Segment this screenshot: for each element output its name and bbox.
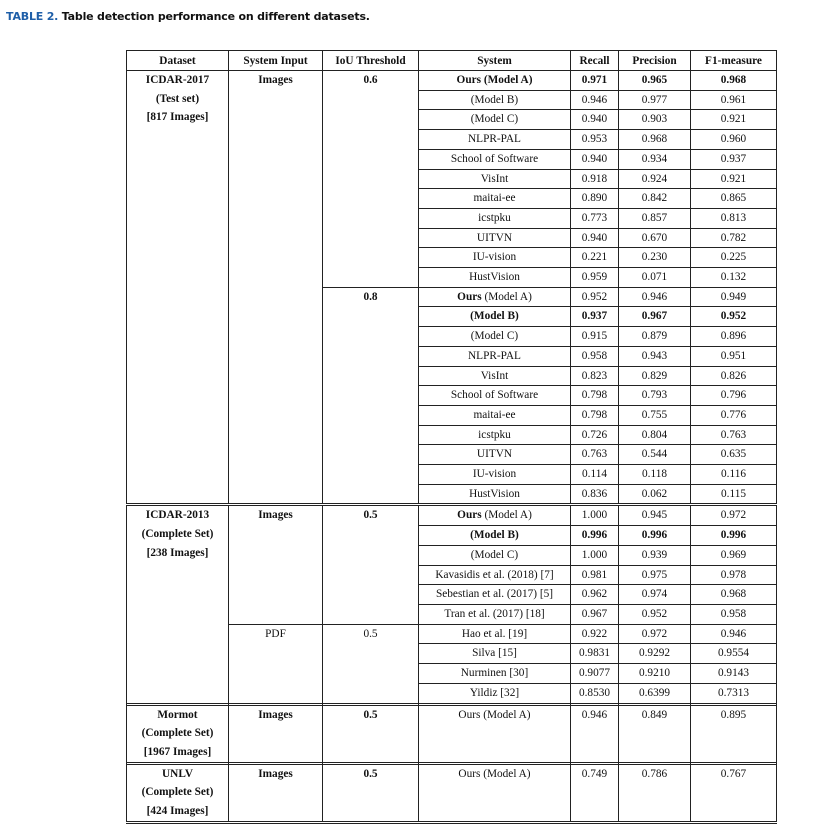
system-name: (Model B) (470, 93, 519, 106)
system-name-bold: Ours (457, 290, 482, 303)
system-cell (419, 287, 571, 307)
precision-cell: 0.903 (619, 110, 691, 130)
header-system-input: System Input (229, 51, 323, 71)
recall-cell: 0.971 (571, 71, 619, 91)
caption-label: TABLE 2. (6, 10, 59, 23)
system-cell (419, 526, 571, 546)
system-name: NLPR-PAL (468, 133, 521, 146)
system-name: (Model A) (481, 509, 532, 522)
recall-cell: 0.798 (571, 405, 619, 425)
recall-cell: 0.953 (571, 130, 619, 150)
dataset-cell (127, 763, 229, 822)
system-cell (419, 484, 571, 505)
recall-cell: 1.000 (571, 505, 619, 526)
system-name-bold: (Model B) (470, 529, 519, 542)
recall-cell: 0.922 (571, 624, 619, 644)
recall-cell: 0.9077 (571, 664, 619, 684)
system-name: Sebestian et al. (2017) [5] (435, 588, 553, 601)
dataset-cell (127, 505, 229, 704)
precision-cell: 0.974 (619, 585, 691, 605)
precision-cell: 0.9292 (619, 644, 691, 664)
system-input-cell: Images (229, 71, 323, 505)
system-cell (419, 545, 571, 565)
precision-cell: 0.996 (619, 526, 691, 546)
recall-cell: 0.959 (571, 268, 619, 288)
precision-cell: 0.9210 (619, 664, 691, 684)
header-iou-threshold: IoU Threshold (323, 51, 419, 71)
precision-cell: 0.945 (619, 505, 691, 526)
f1-cell: 0.826 (691, 366, 777, 386)
system-input-cell: Images (229, 505, 323, 624)
f1-cell: 0.921 (691, 169, 777, 189)
iou-cell: 0.8 (323, 287, 419, 505)
system-name: icstpku (478, 428, 511, 441)
recall-cell: 0.763 (571, 445, 619, 465)
recall-cell: 1.000 (571, 545, 619, 565)
f1-cell: 0.895 (691, 704, 777, 763)
dataset-line: Mormot (157, 708, 198, 721)
f1-cell: 0.225 (691, 248, 777, 268)
system-cell (419, 505, 571, 526)
table-caption (6, 10, 370, 23)
precision-cell: 0.939 (619, 545, 691, 565)
f1-cell: 0.960 (691, 130, 777, 150)
header-dataset: Dataset (127, 51, 229, 71)
system-name: Nurminen [30] (460, 667, 529, 680)
system-name: Ours (Model A) (458, 767, 531, 780)
recall-cell: 0.918 (571, 169, 619, 189)
f1-cell: 0.115 (691, 484, 777, 505)
system-cell (419, 664, 571, 684)
system-cell (419, 366, 571, 386)
precision-cell: 0.544 (619, 445, 691, 465)
f1-cell: 0.813 (691, 208, 777, 228)
system-cell (419, 110, 571, 130)
header-precision: Precision (619, 51, 691, 71)
f1-cell: 0.978 (691, 565, 777, 585)
table-body (127, 71, 777, 823)
system-name: HustVision (469, 271, 520, 284)
f1-cell: 0.996 (691, 526, 777, 546)
system-input-cell: Images (229, 704, 323, 763)
system-name-bold: Ours (Model A) (456, 74, 533, 86)
precision-cell: 0.946 (619, 287, 691, 307)
table-row (127, 71, 777, 91)
iou-cell: 0.5 (323, 505, 419, 624)
system-cell (419, 169, 571, 189)
precision-cell: 0.934 (619, 149, 691, 169)
recall-cell: 0.823 (571, 366, 619, 386)
f1-cell: 0.116 (691, 465, 777, 485)
system-cell (419, 644, 571, 664)
dataset-cell (127, 704, 229, 763)
system-cell (419, 386, 571, 406)
precision-cell: 0.804 (619, 425, 691, 445)
system-cell (419, 704, 571, 763)
system-name-bold: Ours (457, 509, 482, 522)
precision-cell: 0.755 (619, 405, 691, 425)
system-name: (Model C) (470, 113, 519, 126)
system-name: Tran et al. (2017) [18] (444, 607, 545, 620)
f1-cell: 0.767 (691, 763, 777, 822)
system-name: NLPR-PAL (468, 349, 521, 362)
f1-cell: 0.951 (691, 346, 777, 366)
dataset-line: [238 Images] (146, 546, 209, 559)
table-row (127, 505, 777, 526)
header-f1: F1-measure (691, 51, 777, 71)
f1-cell: 0.782 (691, 228, 777, 248)
system-cell (419, 624, 571, 644)
f1-cell: 0.952 (691, 307, 777, 327)
precision-cell: 0.879 (619, 327, 691, 347)
f1-cell: 0.946 (691, 624, 777, 644)
recall-cell: 0.940 (571, 110, 619, 130)
system-cell (419, 405, 571, 425)
recall-cell: 0.890 (571, 189, 619, 209)
system-cell (419, 189, 571, 209)
f1-cell: 0.921 (691, 110, 777, 130)
precision-cell: 0.849 (619, 704, 691, 763)
system-cell (419, 585, 571, 605)
system-name: Kavasidis et al. (2018) [7] (435, 568, 554, 581)
recall-cell: 0.221 (571, 248, 619, 268)
precision-cell: 0.857 (619, 208, 691, 228)
recall-cell: 0.967 (571, 604, 619, 624)
precision-cell: 0.071 (619, 268, 691, 288)
f1-cell: 0.635 (691, 445, 777, 465)
precision-cell: 0.793 (619, 386, 691, 406)
system-name-bold: (Model B) (470, 310, 519, 323)
system-cell (419, 90, 571, 110)
recall-cell: 0.726 (571, 425, 619, 445)
dataset-line: [1967 Images] (143, 745, 212, 758)
recall-cell: 0.996 (571, 526, 619, 546)
system-name: Ours (Model A) (458, 708, 531, 721)
precision-cell: 0.965 (619, 71, 691, 91)
system-input-cell: Images (229, 763, 323, 822)
precision-cell: 0.829 (619, 366, 691, 386)
precision-cell: 0.118 (619, 465, 691, 485)
system-name: HustVision (469, 487, 520, 500)
f1-cell: 0.776 (691, 405, 777, 425)
precision-cell: 0.977 (619, 90, 691, 110)
system-cell (419, 130, 571, 150)
system-name: School of Software (450, 152, 539, 165)
dataset-line: ICDAR-2017 (145, 74, 210, 86)
f1-cell: 0.9143 (691, 664, 777, 684)
precision-cell: 0.975 (619, 565, 691, 585)
f1-cell: 0.937 (691, 149, 777, 169)
recall-cell: 0.749 (571, 763, 619, 822)
iou-cell: 0.5 (323, 624, 419, 704)
header-row (127, 51, 777, 71)
system-name: maitai-ee (473, 192, 516, 205)
system-cell (419, 268, 571, 288)
system-input-cell: PDF (229, 624, 323, 704)
f1-cell: 0.968 (691, 585, 777, 605)
system-name: School of Software (450, 389, 539, 402)
header-system: System (419, 51, 571, 71)
system-cell (419, 565, 571, 585)
system-name: UITVN (476, 231, 513, 244)
dataset-line: (Test set) (155, 92, 200, 105)
recall-cell: 0.962 (571, 585, 619, 605)
iou-cell: 0.5 (323, 763, 419, 822)
system-cell (419, 327, 571, 347)
f1-cell: 0.9554 (691, 644, 777, 664)
dataset-line: ICDAR-2013 (145, 509, 210, 522)
system-name: Hao et al. [19] (461, 627, 528, 640)
system-cell (419, 71, 571, 91)
precision-cell: 0.967 (619, 307, 691, 327)
f1-cell: 0.972 (691, 505, 777, 526)
precision-cell: 0.968 (619, 130, 691, 150)
f1-cell: 0.7313 (691, 683, 777, 704)
dataset-line: [817 Images] (146, 111, 209, 124)
f1-cell: 0.969 (691, 545, 777, 565)
recall-cell: 0.940 (571, 228, 619, 248)
header-recall: Recall (571, 51, 619, 71)
system-name: (Model C) (470, 330, 519, 343)
system-name: UITVN (476, 448, 513, 461)
system-name: IU-vision (472, 468, 517, 481)
recall-cell: 0.836 (571, 484, 619, 505)
recall-cell: 0.940 (571, 149, 619, 169)
system-name: VisInt (480, 172, 509, 185)
dataset-line: (Complete Set) (141, 727, 214, 740)
recall-cell: 0.915 (571, 327, 619, 347)
system-cell (419, 228, 571, 248)
system-cell (419, 465, 571, 485)
system-name: (Model A) (481, 290, 532, 303)
recall-cell: 0.8530 (571, 683, 619, 704)
precision-cell: 0.972 (619, 624, 691, 644)
precision-cell: 0.670 (619, 228, 691, 248)
f1-cell: 0.896 (691, 327, 777, 347)
recall-cell: 0.773 (571, 208, 619, 228)
system-name: IU-vision (472, 251, 517, 264)
f1-cell: 0.958 (691, 604, 777, 624)
f1-cell: 0.763 (691, 425, 777, 445)
recall-cell: 0.798 (571, 386, 619, 406)
iou-cell: 0.6 (323, 71, 419, 288)
precision-cell: 0.924 (619, 169, 691, 189)
precision-cell: 0.786 (619, 763, 691, 822)
f1-cell: 0.865 (691, 189, 777, 209)
precision-cell: 0.062 (619, 484, 691, 505)
system-name: VisInt (480, 369, 509, 382)
f1-cell: 0.949 (691, 287, 777, 307)
f1-cell: 0.961 (691, 90, 777, 110)
recall-cell: 0.946 (571, 704, 619, 763)
recall-cell: 0.114 (571, 465, 619, 485)
system-cell (419, 425, 571, 445)
system-cell (419, 763, 571, 822)
recall-cell: 0.981 (571, 565, 619, 585)
system-cell (419, 683, 571, 704)
iou-cell: 0.5 (323, 704, 419, 763)
system-name: Yildiz [32] (469, 686, 520, 699)
recall-cell: 0.946 (571, 90, 619, 110)
precision-cell: 0.943 (619, 346, 691, 366)
precision-cell: 0.230 (619, 248, 691, 268)
system-cell (419, 604, 571, 624)
results-table (126, 50, 777, 824)
system-cell (419, 346, 571, 366)
recall-cell: 0.937 (571, 307, 619, 327)
dataset-cell (127, 71, 229, 505)
f1-cell: 0.968 (691, 71, 777, 91)
dataset-line: [424 Images] (146, 805, 209, 818)
f1-cell: 0.796 (691, 386, 777, 406)
precision-cell: 0.952 (619, 604, 691, 624)
dataset-line: (Complete Set) (141, 786, 214, 799)
system-cell (419, 307, 571, 327)
precision-cell: 0.6399 (619, 683, 691, 704)
recall-cell: 0.952 (571, 287, 619, 307)
f1-cell: 0.132 (691, 268, 777, 288)
recall-cell: 0.9831 (571, 644, 619, 664)
system-cell (419, 149, 571, 169)
system-cell (419, 248, 571, 268)
system-cell (419, 208, 571, 228)
dataset-line: (Complete Set) (141, 528, 214, 541)
dataset-line: UNLV (162, 767, 193, 780)
precision-cell: 0.842 (619, 189, 691, 209)
system-name: icstpku (478, 211, 511, 224)
caption-text: Table detection performance on different datasets. (61, 10, 370, 23)
system-name: Silva [15] (472, 647, 517, 660)
recall-cell: 0.958 (571, 346, 619, 366)
system-cell (419, 445, 571, 465)
system-name: maitai-ee (473, 408, 516, 421)
system-name: (Model C) (470, 548, 519, 561)
